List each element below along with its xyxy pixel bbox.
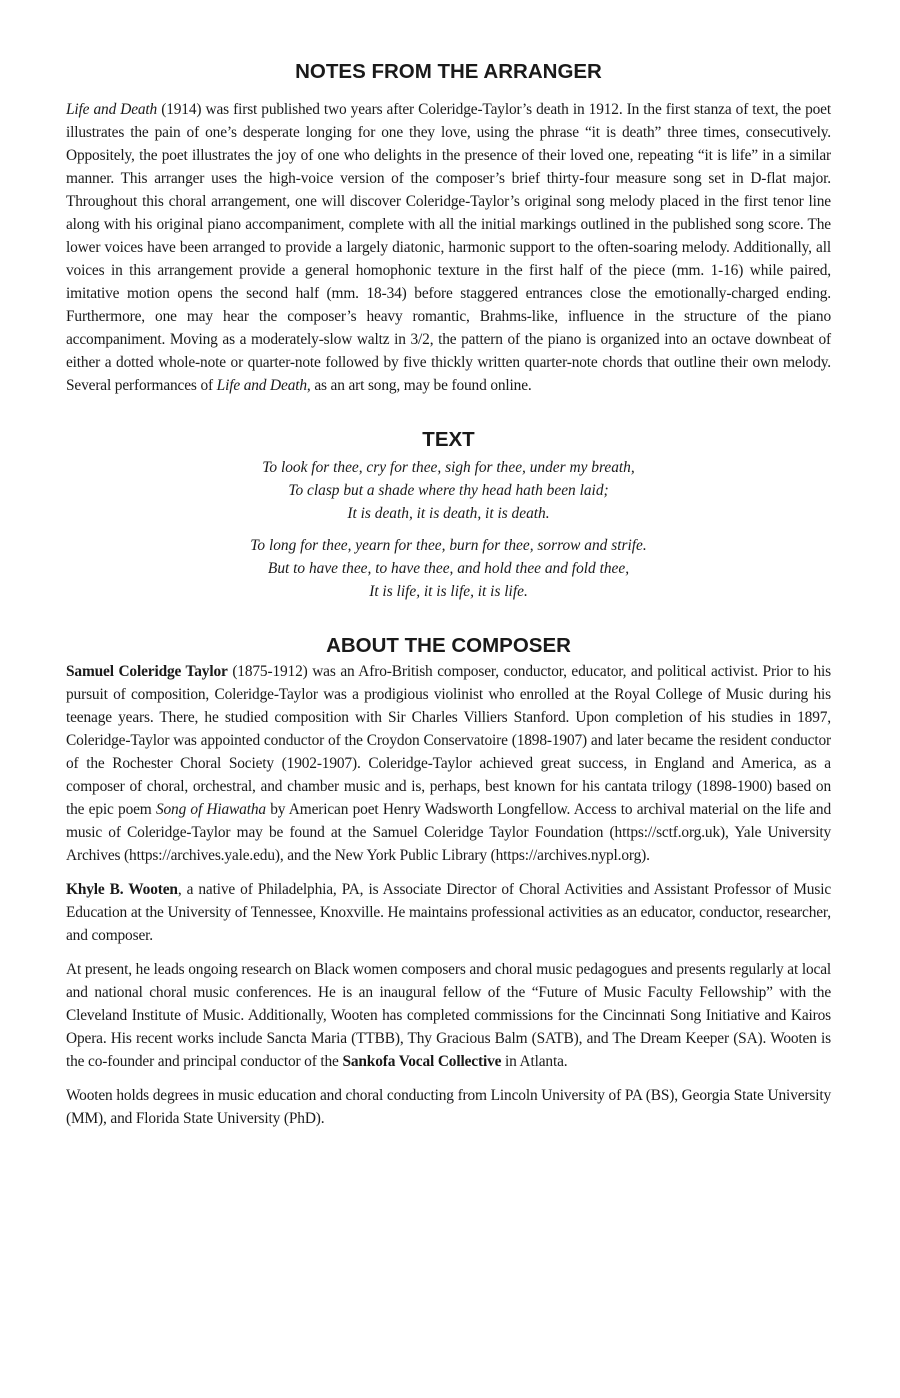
poem-line: But to have thee, to have thee, and hold thee and fold thee, <box>267 560 630 577</box>
degrees-paragraph: Wooten holds degrees in music education and choral conducting from Lincoln University of PA (BS), Georgia State University (MM), and Florida State University (PhD). <box>66 1087 831 1127</box>
ensemble-name: Sankofa Vocal Collective <box>342 1053 502 1070</box>
poem-title: Song of Hiawatha <box>155 801 266 818</box>
research-paragraph <box>66 958 831 1073</box>
about-heading: ABOUT THE COMPOSER <box>326 634 571 657</box>
notes-text-a: (1914) was first published two years after Coleridge-Taylor’s death in 1912. In the first stanza of text, the poet illustrates the pain of one’s desperate longing for one they love, using the phrase “it is death” three times, consecutively. Oppositely, the poet illustrates the joy of one who delights in the presence of their loved one, repeating “it is life” in a similar manner. This arranger uses the high-voice version of the composer’s brief thirty-four measure song set in D-flat major. Throughout this choral arrangement, one will discover Coleridge-Taylor’s original song melody placed in the first tenor line along with his original piano accompaniment, complete with all the initial markings outlined in the published song score. The lower voices have been arranged to provide a largely diatonic, harmonic support to the often-soaring melody. Additionally, all voices in this arrangement provide a general homophonic texture in the first half of the piece (mm. 1-16) while paired, imitative motion opens the second half (mm. 18-34) before staggered entrances close the emotionally-charged ending. Furthermore, one may hear the composer’s heavy romantic, Brahms-like, influence in the structure of the piano accompaniment. Moving as a moderately-slow waltz in 3/2, the pattern of the piano is organized into an octave downbeat of either a dotted whole-note or quarter-note followed by five thickly written quarter-note chords that outline their own melody. Several performances of <box>66 101 831 394</box>
arranger-name: Khyle B. Wooten <box>66 881 178 898</box>
composer-paragraph <box>66 660 831 867</box>
poem-line: To long for thee, yearn for thee, burn for thee, sorrow and strife. <box>250 537 647 554</box>
poem-line: To clasp but a shade where thy head hath been laid; <box>288 482 609 499</box>
text-heading: TEXT <box>422 428 475 451</box>
poem-line: To look for thee, cry for thee, sigh for thee, under my breath, <box>262 459 635 476</box>
composer-text-b: by American poet Henry Wadsworth Longfellow. Access to archival material on the life and music of Coleridge-Taylor may be found at the Samuel Coleridge Taylor Foundation (https://sctf.org.uk), Yale University Archives (https://archives.yale.edu), and the New York Public Library (https://archives.nypl.org). <box>66 801 831 864</box>
notes-text-b: , as an art song, may be found online. <box>306 377 532 394</box>
arranger-text: , a native of Philadelphia, PA, is Associate Director of Choral Activities and Assistant Professor of Music Education at the University of Tennessee, Knoxville. He maintains professional activities as an educator, conductor, researcher, and composer. <box>66 881 832 944</box>
song-title: Life and Death <box>66 101 158 118</box>
notes-heading: NOTES FROM THE ARRANGER <box>295 60 602 83</box>
poem-stanza-2 <box>66 534 831 603</box>
page-content <box>66 60 831 1130</box>
song-title-repeat: Life and Death <box>216 377 307 394</box>
poem-line: It is death, it is death, it is death. <box>347 505 550 522</box>
research-text-b: in Atlanta. <box>501 1053 568 1070</box>
notes-paragraph <box>66 98 831 397</box>
research-text-a: At present, he leads ongoing research on Black women composers and choral music pedagogues and presents regularly at local and national choral music conferences. He is an inaugural fellow of the “Future of Music Faculty Fellowship” with the Cleveland Institute of Music. Additionally, Wooten has completed commissions for the Cincinnati Song Initiative and Kairos Opera. His recent works include Sancta Maria (TTBB), Thy Gracious Balm (SATB), and The Dream Keeper (SA). Wooten is the co-founder and principal conductor of the <box>66 961 831 1070</box>
poem-stanza-1 <box>66 456 831 525</box>
arranger-paragraph <box>66 878 831 947</box>
composer-name: Samuel Coleridge Taylor <box>66 663 228 680</box>
poem-line: It is life, it is life, it is life. <box>369 583 528 600</box>
composer-text-a: (1875-1912) was an Afro-British composer, conductor, educator, and political activist. Prior to his pursuit of composition, Coleridge-Taylor was a prodigious violinist who enrolled at the Royal College of Music during his teenage years. There, he studied composition with Sir Charles Villiers Stanford. Upon completion of his studies in 1897, Coleridge-Taylor was appointed conductor of the Croydon Conservatoire (1898-1907) and later became the resident conductor of the Rochester Choral Society (1902-1907). Coleridge-Taylor achieved great success, in England and America, as a composer of choral, orchestral, and chamber music and is, perhaps, best known for his cantata trilogy (1898-1900) based on the epic poem <box>66 663 831 818</box>
